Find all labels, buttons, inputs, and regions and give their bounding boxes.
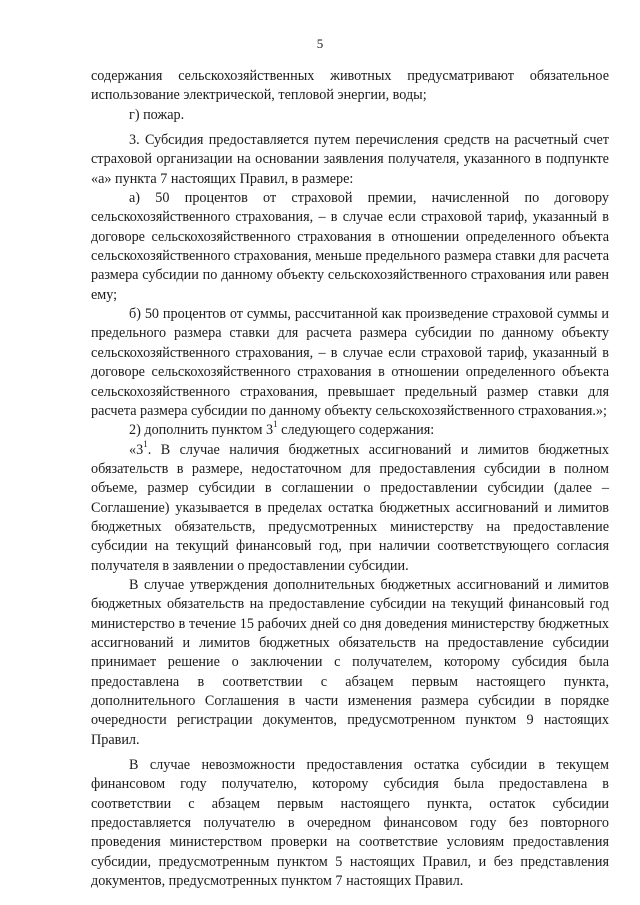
clause-number-start: «3 <box>129 441 144 458</box>
paragraph-clause-3-1 <box>91 438 609 576</box>
paragraph-remaining-subsidy: В случае невозможности предоставления остатка субсидии в текущем финансовом году получателю, которому субсидия была предоставлена в соответствии с абзацем первым настоящего пункта, остаток субсидии предоставляется получателю в очередном финансовом году без повторного проведения министерством проверки на соответствие условиям предоставления субсидии, предусмотренным пунктом 5 настоящих Правил, и без представления документов, предусмотренных пунктом 7 настоящих Правил. <box>91 757 609 890</box>
paragraph-additional-allocations: В случае утверждения дополнительных бюджетных ассигнований и лимитов бюджетных обязательств на предоставление субсидии на текущий финансовый год министерство в течение 15 рабочих дней со дня доведения министерству бюджетных ассигнований и лимитов бюджетных обязательств на предоставление субсидии принимает решение о заключении с получателем, которому субсидия была предоставлена в соответствии с абзацем первым настоящего пункта, дополнительного Соглашения в части изменения размера субсидии в порядке очередности регистрации документов, предусмотренном пунктом 9 настоящих Правил. <box>91 576 609 748</box>
clause-3-1-text: . В случае наличия бюджетных ассигнований и лимитов бюджетных обязательств в размере, недостаточном для предоставления субсидии в полном объеме, размер субсидии в соглашении о предоставлении субсидии (далее – Соглашение) указывается в пределах остатка бюджетных ассигнований и лимитов бюджетных обязательств, предусмотренных министерству на предоставление субсидии на текущий финансовый год, при наличии соответствующего согласия получателя в заявлении о предоставлении субсидии. <box>91 441 609 574</box>
paragraph-livestock-continuation: содержания сельскохозяйственных животных предусматривают обязательное использование электрической, тепловой энергии, воды; <box>91 68 609 104</box>
superscript-index: 1 <box>273 419 278 430</box>
paragraph-amendment-2 <box>91 421 609 440</box>
paragraph-subclause-a: а) 50 процентов от страховой премии, начисленной по договору сельскохозяйственного страхования, – в случае если страховой тариф, указанный в договоре сельскохозяйственного страхования в отношении определенного объекта сельскохозяйственного страхования, меньше предельного размера ставки для расчета размера субсидии по данному объекту сельскохозяйственного страхования или равен ему; <box>91 190 609 303</box>
paragraph-subclause-b: б) 50 процентов от суммы, рассчитанной как произведение страховой суммы и предельного размера ставки для расчета размера субсидии по данному объекту сельскохозяйственного страхования, – в случае если страховой тариф, указанный в договоре сельскохозяйственного страхования в отношении определенного объекта сельскохозяйственного страхования, превышает предельный размер ставки для расчета размера субсидии по данному объекту сельскохозяйственного страхования.»; <box>91 306 609 419</box>
amendment-text-start: 2) дополнить пунктом 3 <box>129 422 274 439</box>
page-number: 5 <box>316 36 324 51</box>
document-body <box>91 67 609 891</box>
paragraph-item-fire: г) пожар. <box>129 106 185 123</box>
amendment-text-end: следующего содержания: <box>277 422 435 439</box>
paragraph-clause-3: 3. Субсидия предоставляется путем перечисления средств на расчетный счет страховой организации на основании заявления получателя, указанного в подпункте «а» пункта 7 настоящих Правил, в размере: <box>91 132 609 187</box>
superscript-index: 1 <box>143 438 148 449</box>
